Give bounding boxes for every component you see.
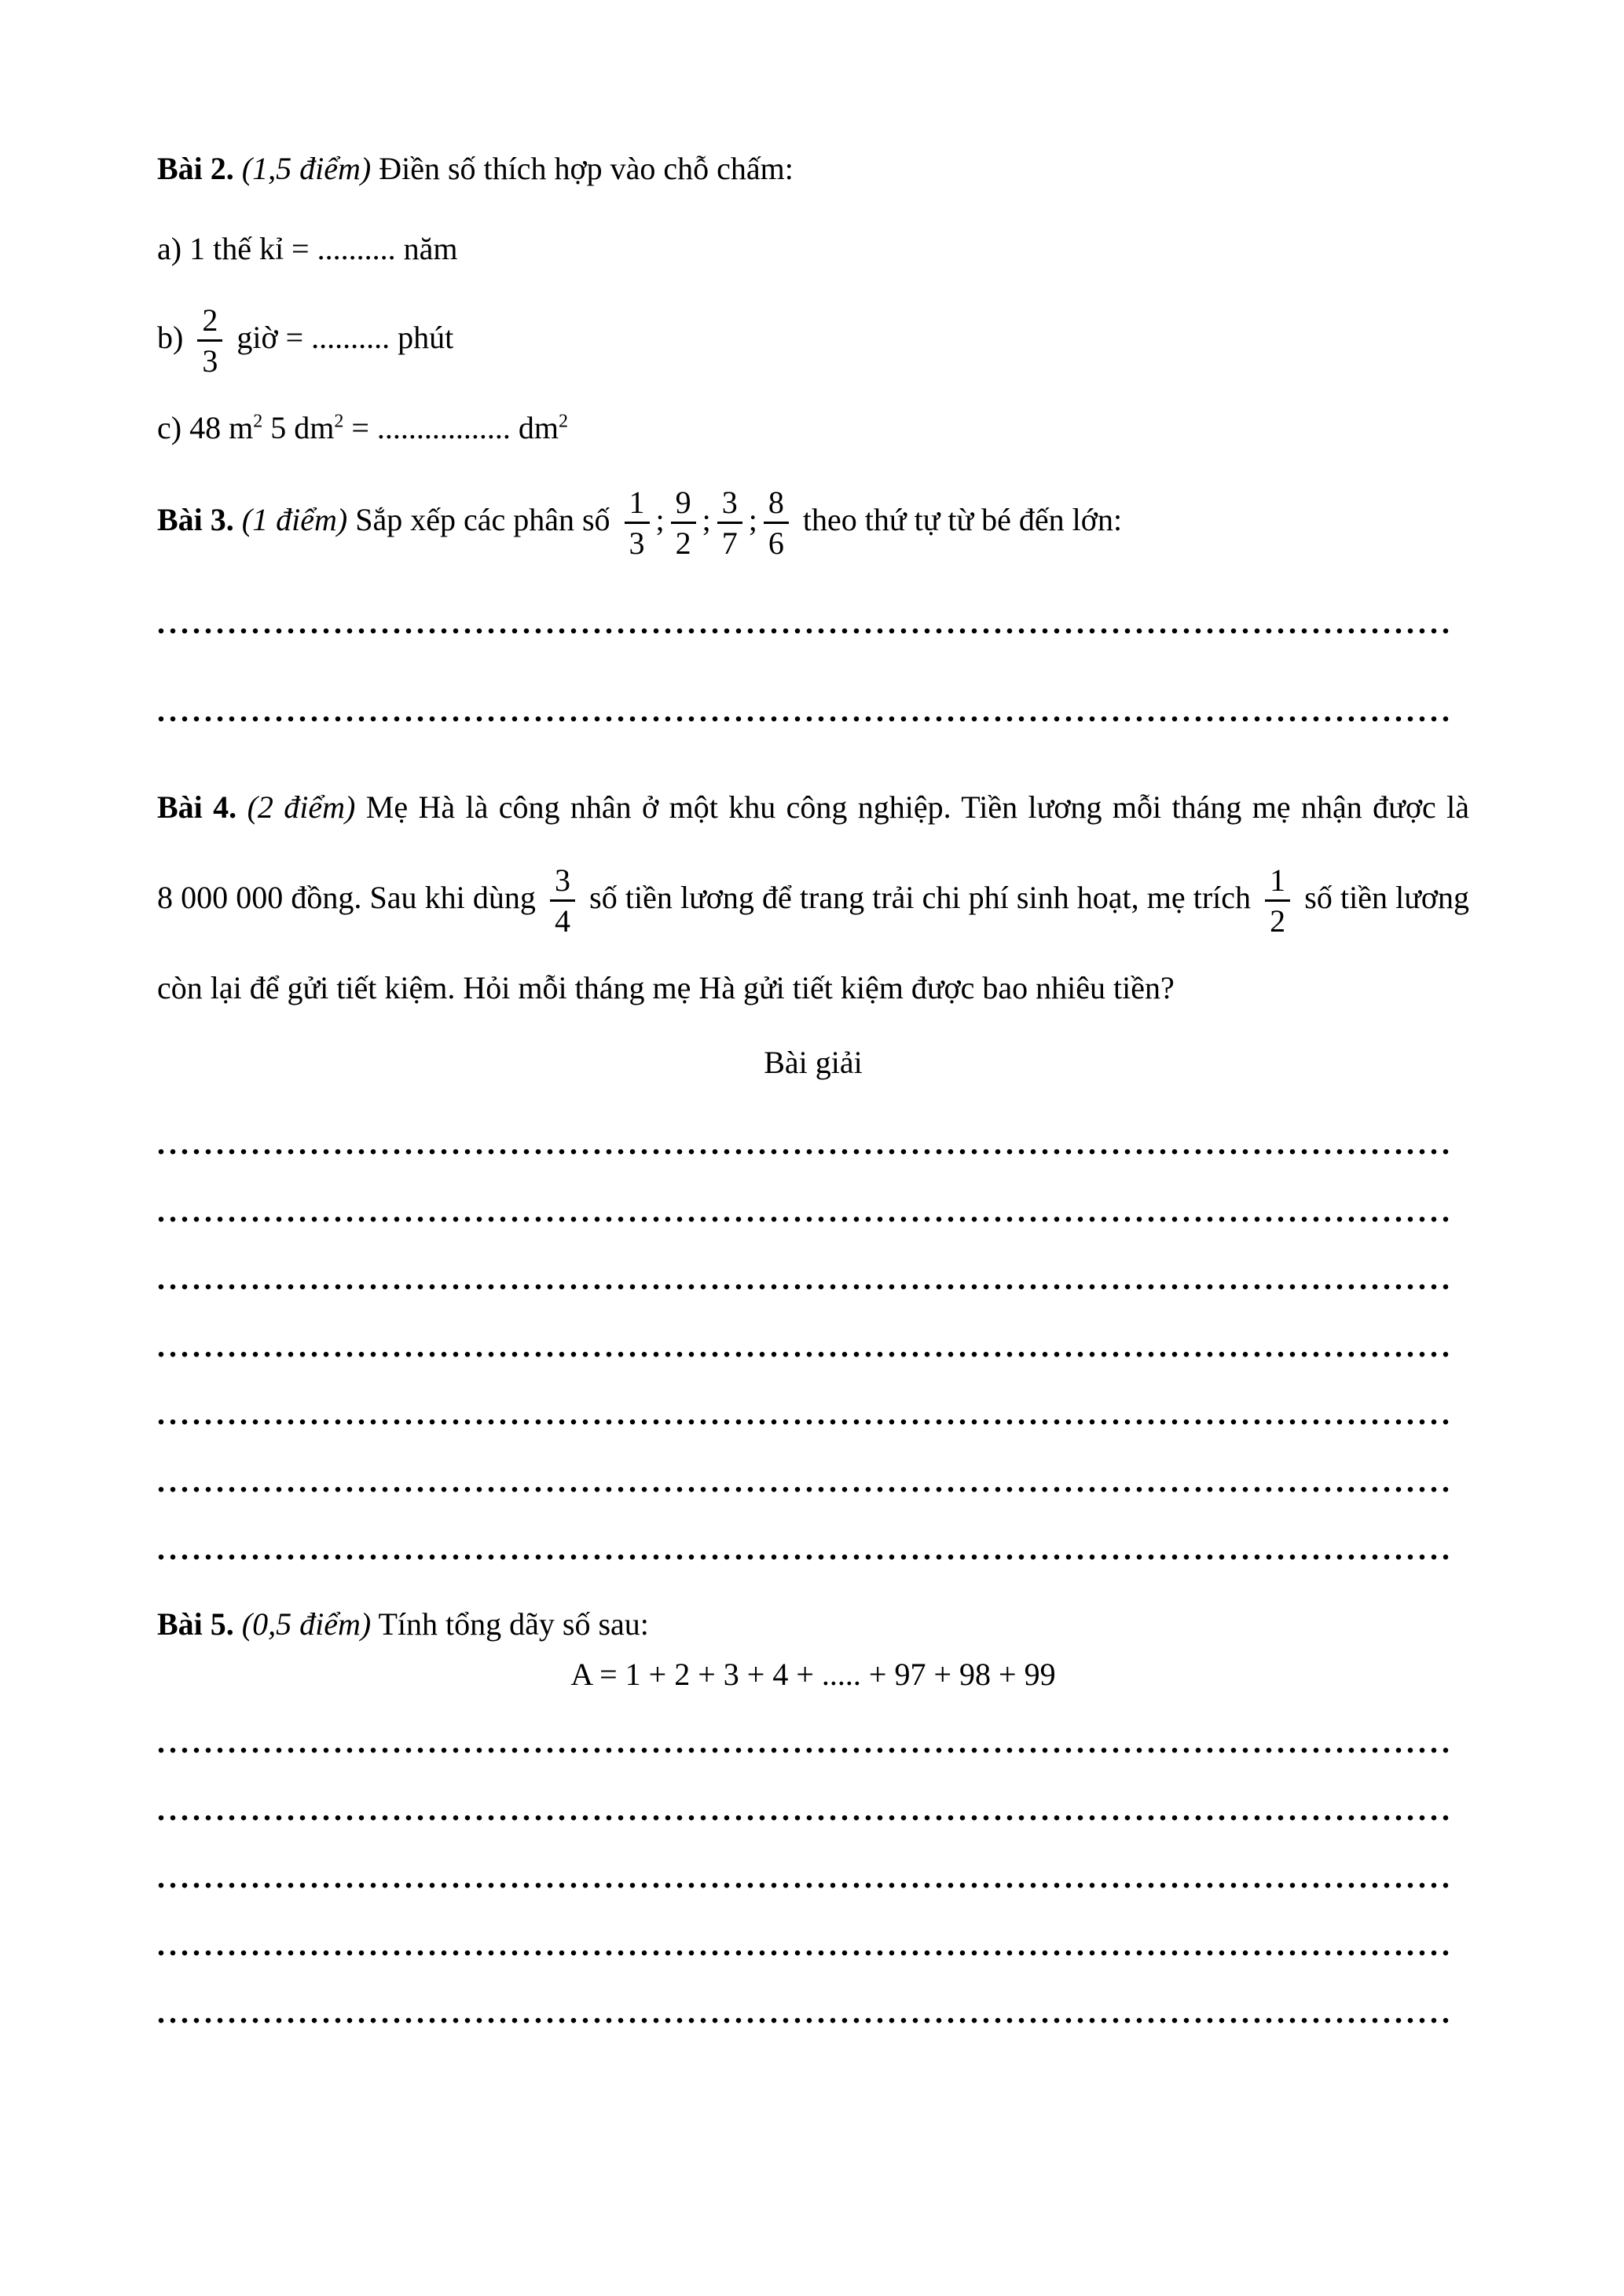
superscript-2: 2 bbox=[253, 411, 263, 432]
dotted-answer-line: .............................................................................................................. bbox=[157, 1927, 1454, 1962]
fraction-8-6: $\frac{8}{6}$ bbox=[764, 485, 789, 560]
bai4-problem bbox=[157, 762, 1469, 1033]
dotted-answer-line: .............................................................................................................. bbox=[157, 693, 1454, 728]
superscript-2: 2 bbox=[334, 411, 344, 432]
solution-label: Bài giải bbox=[764, 1045, 863, 1080]
superscript-2: 2 bbox=[558, 411, 568, 432]
dotted-answer-line: .............................................................................................................. bbox=[157, 1531, 1454, 1566]
bai2-points: (1,5 điểm) bbox=[241, 151, 372, 186]
bai2-item-b bbox=[157, 291, 1469, 385]
bai3-post-text: theo thứ tự từ bé đến lớn: bbox=[802, 502, 1123, 537]
bai2-item-b-prefix: b) bbox=[157, 320, 184, 355]
bai4-answer-area bbox=[157, 1110, 1469, 1583]
dotted-answer-line: .............................................................................................................. bbox=[157, 1724, 1454, 1760]
dotted-answer-line: .............................................................................................................. bbox=[157, 1792, 1454, 1827]
bai2-item-b-suffix: giờ = .......... phút bbox=[236, 320, 454, 355]
bai2-heading bbox=[157, 149, 1469, 189]
dotted-answer-line: .............................................................................................................. bbox=[157, 1396, 1454, 1431]
bai3-pre-text: Sắp xếp các phân số bbox=[355, 502, 610, 537]
bai5-points: (0,5 điểm) bbox=[241, 1606, 372, 1642]
dotted-answer-line: .............................................................................................................. bbox=[157, 1463, 1454, 1499]
bai3-heading bbox=[157, 473, 1469, 567]
bai4-label: Bài 4. bbox=[157, 789, 237, 825]
fraction-separator: ; bbox=[702, 502, 711, 537]
fraction-3-4: $\frac{3}{4}$ bbox=[550, 863, 575, 938]
bai4-points: (2 điểm) bbox=[247, 789, 356, 825]
bai2-prompt: Điền số thích hợp vào chỗ chấm: bbox=[379, 151, 794, 186]
bai2-label: Bài 2. bbox=[157, 151, 234, 186]
bai3-label: Bài 3. bbox=[157, 502, 234, 537]
fraction-1-3: $\frac{1}{3}$ bbox=[625, 485, 650, 560]
bai5-answer-area bbox=[157, 1708, 1469, 2046]
bai2-item-c: c) 48 $m^2$ 5 $dm^2$ = ................. $dm^2$ bbox=[157, 410, 568, 445]
dotted-answer-line: .............................................................................................................. bbox=[157, 1261, 1454, 1296]
fraction-separator: ; bbox=[655, 502, 665, 537]
dotted-answer-line: .............................................................................................................. bbox=[157, 1859, 1454, 1895]
bai5-label: Bài 5. bbox=[157, 1606, 234, 1642]
fraction-2-3: $\frac{2}{3}$ bbox=[197, 303, 222, 378]
bai4-text-1: Mẹ Hà là công nhân ở một khu công nghiệp. Tiền lương mỗi tháng mẹ nhận được là 8 000 000 đồng. Sau khi dùng bbox=[157, 789, 1470, 915]
dotted-answer-line: .............................................................................................................. bbox=[157, 1994, 1454, 2030]
dotted-answer-line: .............................................................................................................. bbox=[157, 1126, 1454, 1161]
bai4-text-3: số tiền lương còn lại để gửi tiết kiệm. Hỏi mỗi tháng mẹ Hà gửi tiết kiệm được bao nhiêu tiền? bbox=[157, 880, 1470, 1005]
dotted-answer-line: .............................................................................................................. bbox=[157, 1328, 1454, 1364]
dotted-answer-line: .............................................................................................................. bbox=[157, 1193, 1454, 1229]
worksheet-page bbox=[157, 0, 1469, 2046]
fraction-1-2: $\frac{1}{2}$ bbox=[1265, 863, 1290, 938]
fraction-separator: ; bbox=[748, 502, 757, 537]
bai5-prompt: Tính tổng dãy số sau: bbox=[378, 1606, 649, 1642]
bai3-points: (1 điểm) bbox=[241, 502, 348, 537]
fraction-3-7: $\frac{3}{7}$ bbox=[717, 485, 742, 560]
bai4-text-2: số tiền lương để trang trải chi phí sinh hoạt, mẹ trích bbox=[589, 880, 1252, 915]
bai2-item-a: a) 1 thế kỉ = .......... năm bbox=[157, 231, 458, 266]
dotted-answer-line: .............................................................................................................. bbox=[157, 605, 1454, 640]
bai5-heading bbox=[157, 1605, 1469, 1644]
fraction-9-2: $\frac{9}{2}$ bbox=[671, 485, 696, 560]
bai5-formula: A = 1 + 2 + 3 + 4 + ..... + 97 + 98 + 99 bbox=[570, 1657, 1056, 1692]
